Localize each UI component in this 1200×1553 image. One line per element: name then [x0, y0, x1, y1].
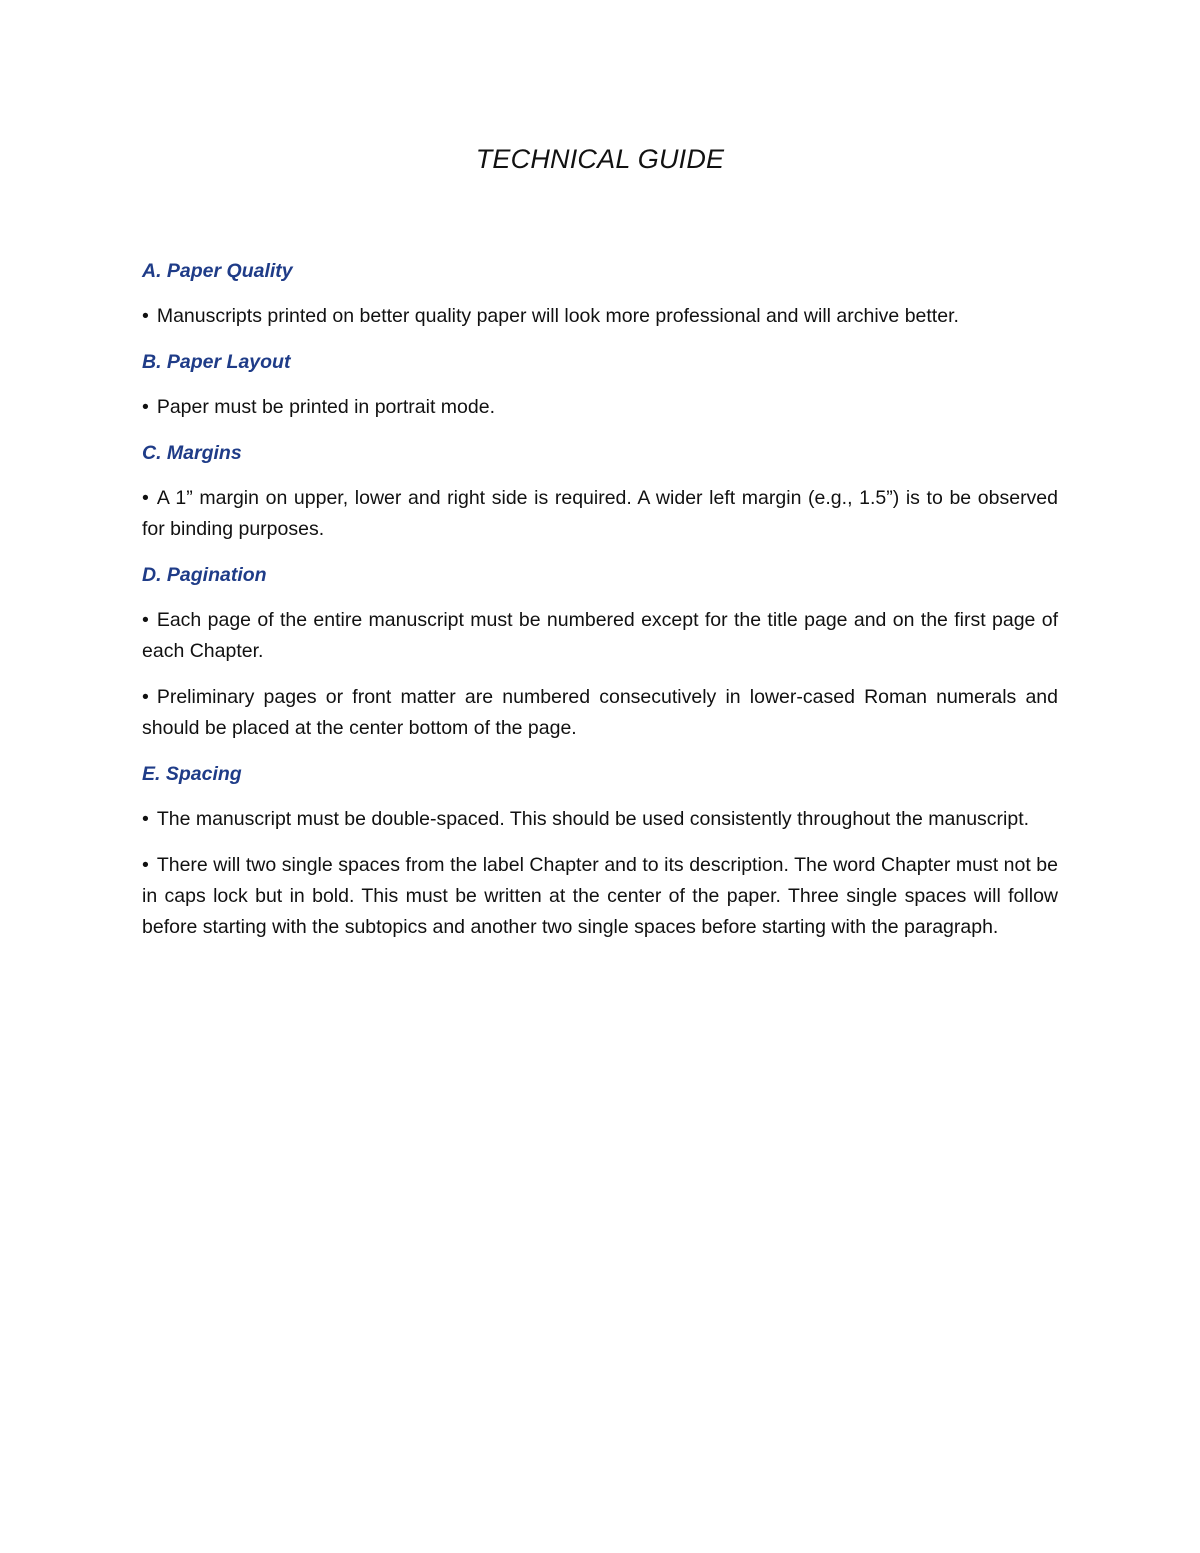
bullet-item: [142, 392, 1058, 423]
bullet-item: [142, 682, 1058, 744]
bullet-icon: •: [142, 396, 149, 418]
section-margins: [142, 438, 1058, 545]
section-heading: D. Pagination: [142, 564, 267, 586]
bullet-icon: •: [142, 487, 149, 509]
section-heading: E. Spacing: [142, 763, 242, 785]
bullet-text: The manuscript must be double-spaced. This should be used consistently throughout the manuscript.: [156, 808, 1030, 830]
bullet-text: Paper must be printed in portrait mode.: [156, 396, 496, 418]
bullet-text: A 1” margin on upper, lower and right side is required. A wider left margin (e.g., 1.5”) is to be observed for binding purposes.: [142, 487, 1058, 540]
bullet-icon: •: [142, 854, 149, 876]
bullet-text: Manuscripts printed on better quality paper will look more professional and will archive better.: [156, 305, 959, 327]
bullet-item: [142, 850, 1058, 943]
section-heading: A. Paper Quality: [142, 260, 293, 282]
section-pagination: [142, 560, 1058, 744]
bullet-text: Each page of the entire manuscript must be numbered except for the title page and on the first page of each Chapter.: [142, 609, 1058, 662]
bullet-icon: •: [142, 808, 149, 830]
bullet-text: There will two single spaces from the label Chapter and to its description. The word Chapter must not be in caps lock but in bold. This must be written at the center of the paper. Three single spaces will follow before starting with the subtopics and another two single spaces before starting with the paragraph.: [142, 854, 1058, 938]
bullet-item: [142, 301, 1058, 332]
bullet-icon: •: [142, 686, 149, 708]
section-paper-quality: [142, 256, 1058, 332]
bullet-icon: •: [142, 609, 149, 631]
section-spacing: [142, 759, 1058, 943]
bullet-item: [142, 804, 1058, 835]
section-heading: B. Paper Layout: [142, 351, 291, 373]
bullet-icon: •: [142, 305, 149, 327]
bullet-item: [142, 605, 1058, 667]
bullet-text: Preliminary pages or front matter are numbered consecutively in lower-cased Roman numerals and should be placed at the center bottom of the page.: [142, 686, 1058, 739]
bullet-item: [142, 483, 1058, 545]
section-heading: C. Margins: [142, 442, 242, 464]
document-body: [142, 256, 1058, 958]
section-paper-layout: [142, 347, 1058, 423]
page-title: TECHNICAL GUIDE: [475, 144, 725, 174]
